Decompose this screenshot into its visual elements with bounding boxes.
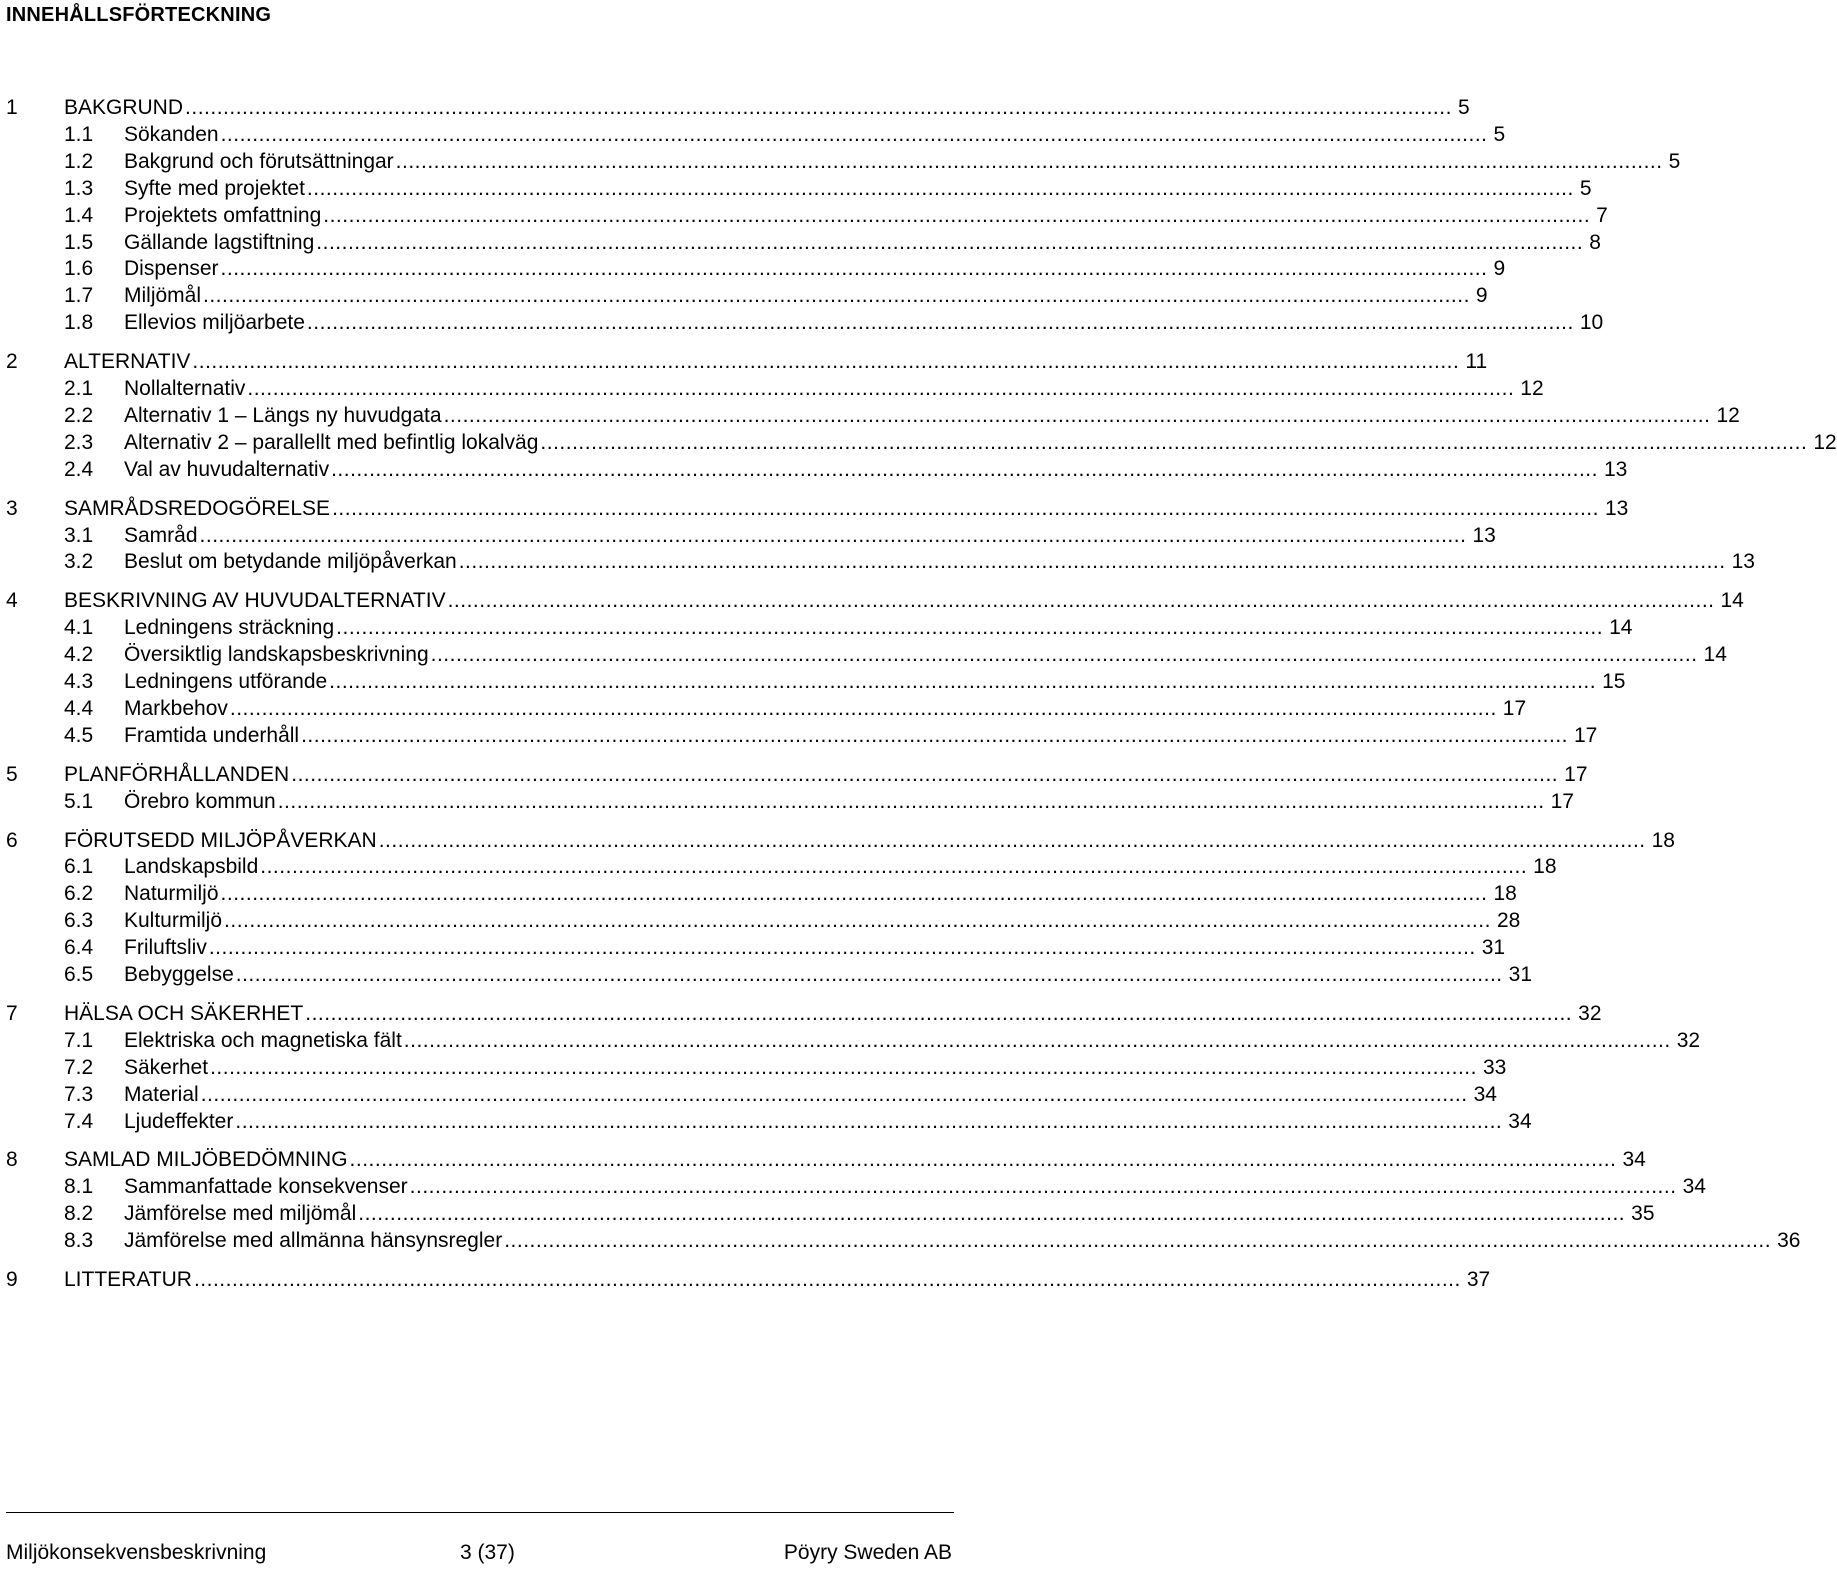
toc-entry-title: Bebyggelse	[124, 963, 234, 986]
toc-entry-title: Kulturmiljö	[124, 909, 223, 933]
toc-subsection-entry	[0, 881, 1517, 907]
toc-subsection-entry	[0, 176, 1592, 202]
toc-entry-number: 2.3	[64, 430, 94, 454]
toc-entry-title: Beslut om betydande miljöpåverkan	[124, 550, 457, 574]
toc-dot-leader: ........................................................................................................................................................................................................	[306, 311, 1574, 335]
toc-subsection-entry	[0, 1028, 1701, 1054]
toc-entry-title: Elektriska och magnetiska fält	[124, 1028, 402, 1052]
toc-entry-title: Nollalternativ	[124, 377, 246, 400]
toc-subsection-entry	[0, 149, 1681, 175]
toc-dot-leader: ........................................................................................................................................................................................................	[220, 882, 1488, 906]
toc-entry-title: Projektets omfattning	[124, 203, 322, 227]
toc-entry-page: 31	[1481, 936, 1506, 960]
toc-entry-page: 11	[1465, 350, 1488, 374]
toc-section-entry	[0, 1001, 1602, 1027]
toc-entry-title: Säkerhet	[124, 1055, 209, 1079]
toc-subsection-entry	[0, 1228, 1801, 1254]
toc-entry-number: 1.7	[64, 284, 94, 308]
toc-dot-leader: ........................................................................................................................................................................................................	[199, 523, 1467, 547]
toc-subsection-entry	[0, 696, 1527, 722]
toc-entry-title: PLANFÖRHÅLLANDEN	[64, 762, 290, 786]
toc-subsection-entry	[0, 283, 1488, 309]
toc-entry-title: BESKRIVNING AV HUVUDALTERNATIV	[64, 589, 446, 613]
toc-entry-page: 17	[1564, 762, 1588, 786]
toc-entry-page: 32	[1578, 1001, 1602, 1025]
toc-subsection-entry	[0, 430, 1837, 456]
toc-dot-leader: ........................................................................................................................................................................................................	[316, 230, 1584, 254]
toc-entry-title: Bakgrund och förutsättningar	[124, 149, 394, 173]
toc-dot-leader: ........................................................................................................................................................................................................	[331, 457, 1598, 481]
toc-dot-leader: ........................................................................................................................................................................................................	[430, 643, 1698, 667]
toc-entry-title: ALTERNATIV	[64, 350, 191, 374]
toc-entry-number: 1	[6, 96, 18, 119]
toc-entry-page: 34	[1473, 1082, 1497, 1106]
toc-dot-leader: ........................................................................................................................................................................................................	[203, 284, 1470, 308]
toc-dot-leader: ........................................................................................................................................................................................................	[220, 257, 1488, 281]
toc-entry-page: 5	[1668, 149, 1681, 173]
toc-entry-title: Jämförelse med allmänna hänsynsregler	[124, 1229, 503, 1253]
toc-entry-number: 3.2	[64, 550, 94, 574]
toc-dot-leader: ........................................................................................................................................................................................................	[193, 1268, 1461, 1291]
toc-entry-page: 9	[1475, 284, 1488, 308]
toc-subsection-entry	[0, 523, 1496, 549]
toc-entry-number: 1.2	[64, 149, 94, 173]
toc-dot-leader: ........................................................................................................................................................................................................	[247, 377, 1515, 400]
toc-subsection-entry	[0, 1055, 1507, 1081]
toc-entry-number: 3	[6, 496, 18, 520]
toc-section-entry	[0, 496, 1629, 522]
toc-dot-leader: ........................................................................................................................................................................................................	[301, 723, 1568, 747]
toc-entry-page: 28	[1496, 909, 1521, 933]
toc-dot-leader: ........................................................................................................................................................................................................	[443, 403, 1711, 427]
toc-entry-number: 6.3	[64, 909, 94, 933]
toc-subsection-entry	[0, 723, 1598, 749]
toc-entry-title: Översiktlig landskapsbeskrivning	[124, 643, 429, 667]
toc-dot-leader: ........................................................................................................................................................................................................	[378, 828, 1646, 852]
toc-entry-page: 31	[1508, 963, 1533, 986]
footer-rule	[6, 1512, 954, 1513]
toc-entry-number: 1.5	[64, 230, 94, 254]
toc-entry-page: 13	[1472, 523, 1496, 547]
toc-entry-number: 4.5	[64, 723, 94, 747]
toc-entry-number: 1.4	[64, 203, 94, 227]
toc-entry-page: 10	[1579, 311, 1604, 335]
toc-entry-title: Ljudeffekter	[124, 1109, 234, 1133]
toc-subsection-entry	[0, 310, 1604, 336]
toc-entry-number: 4	[6, 589, 18, 613]
toc-entry-page: 34	[1508, 1109, 1532, 1133]
toc-entry-title: Syfte med projektet	[124, 176, 305, 200]
toc-entry-page: 5	[1457, 96, 1470, 119]
toc-section-entry	[0, 1147, 1646, 1173]
toc-subsection-entry	[0, 376, 1544, 402]
toc-subsection-entry	[0, 549, 1755, 575]
toc-entry-number: 9	[6, 1268, 18, 1291]
toc-entry-title: Framtida underhåll	[124, 723, 300, 747]
toc-entry-title: LITTERATUR	[64, 1268, 192, 1291]
toc-entry-page: 12	[1716, 403, 1740, 427]
toc-entry-title: Sökanden	[124, 122, 219, 146]
toc-dot-leader: ........................................................................................................................................................................................................	[200, 1082, 1468, 1106]
toc-entry-page: 12	[1520, 377, 1544, 400]
toc-title: INNEHÅLLSFÖRTECKNING	[6, 4, 272, 26]
toc-entry-page: 33	[1482, 1055, 1507, 1079]
toc-subsection-entry	[0, 457, 1628, 483]
toc-entry-title: Landskapsbild	[124, 855, 259, 879]
toc-entry-page: 5	[1579, 176, 1592, 200]
toc-subsection-entry	[0, 1082, 1497, 1108]
toc-entry-number: 8	[6, 1148, 18, 1172]
toc-entry-page: 18	[1493, 882, 1517, 906]
toc-entry-number: 7.4	[64, 1109, 94, 1133]
footer-document-title: Miljökonsekvensbeskrivning	[6, 1541, 267, 1564]
toc-entry-number: 6.4	[64, 936, 94, 960]
toc-section-entry	[0, 588, 1744, 614]
toc-subsection-entry	[0, 230, 1601, 256]
toc-entry-page: 37	[1466, 1268, 1491, 1291]
toc-section-entry	[0, 762, 1588, 788]
toc-dot-leader: ........................................................................................................................................................................................................	[447, 589, 1715, 613]
toc-subsection-entry	[0, 1174, 1706, 1200]
toc-subsection-entry	[0, 908, 1521, 934]
toc-entry-number: 8.2	[64, 1202, 94, 1226]
toc-entry-number: 7.1	[64, 1028, 94, 1052]
toc-dot-leader: ........................................................................................................................................................................................................	[409, 1175, 1677, 1199]
toc-subsection-entry	[0, 403, 1740, 429]
toc-entry-page: 18	[1533, 855, 1557, 879]
toc-dot-leader: ........................................................................................................................................................................................................	[208, 936, 1476, 960]
toc-entry-page: 14	[1703, 643, 1727, 667]
toc-subsection-entry	[0, 789, 1574, 815]
toc-entry-page: 7	[1596, 203, 1608, 227]
toc-entry-title: Friluftsliv	[124, 936, 207, 960]
toc-entry-number: 8.3	[64, 1229, 94, 1253]
toc-entry-number: 1.3	[64, 176, 94, 200]
toc-dot-leader: ........................................................................................................................................................................................................	[235, 963, 1503, 986]
toc-entry-page: 17	[1502, 696, 1527, 720]
toc-entry-page: 14	[1609, 616, 1633, 640]
toc-entry-number: 4.3	[64, 670, 94, 693]
toc-entry-number: 1.6	[64, 257, 94, 281]
toc-entry-number: 4.4	[64, 696, 94, 720]
toc-dot-leader: ........................................................................................................................................................................................................	[332, 496, 1599, 520]
toc-entry-title: Naturmiljö	[124, 882, 219, 906]
toc-entry-page: 17	[1574, 723, 1598, 747]
toc-entry-number: 1.8	[64, 311, 94, 335]
toc-entry-number: 2	[6, 350, 18, 374]
toc-entry-title: FÖRUTSEDD MILJÖPÅVERKAN	[64, 828, 377, 852]
toc-entry-page: 13	[1603, 457, 1628, 481]
toc-entry-number: 3.1	[64, 523, 94, 547]
toc-subsection-entry	[0, 256, 1506, 282]
toc-dot-leader: ........................................................................................................................................................................................................	[329, 670, 1597, 693]
toc-entry-title: SAMLAD MILJÖBEDÖMNING	[64, 1148, 348, 1172]
toc-entry-number: 5	[6, 762, 18, 786]
toc-dot-leader: ........................................................................................................................................................................................................	[291, 762, 1559, 786]
toc-subsection-entry	[0, 203, 1608, 229]
toc-dot-leader: ........................................................................................................................................................................................................	[540, 430, 1808, 454]
toc-entry-number: 6.5	[64, 963, 94, 986]
toc-entry-title: Val av huvudalternativ	[124, 457, 330, 481]
toc-entry-title: Samråd	[124, 523, 198, 547]
toc-entry-number: 7	[6, 1001, 18, 1025]
toc-entry-title: Ellevios miljöarbete	[124, 311, 305, 335]
toc-entry-title: Örebro kommun	[124, 789, 276, 813]
toc-dot-leader: ........................................................................................................................................................................................................	[336, 616, 1604, 640]
toc-dot-leader: ........................................................................................................................................................................................................	[358, 1202, 1626, 1226]
toc-entry-page: 18	[1651, 828, 1675, 852]
toc-subsection-entry	[0, 669, 1626, 695]
toc-entry-page: 14	[1720, 589, 1744, 613]
footer-company: Pöyry Sweden AB	[783, 1541, 952, 1564]
toc-dot-leader: ........................................................................................................................................................................................................	[504, 1229, 1772, 1253]
toc-entry-title: Sammanfattade konsekvenser	[124, 1175, 408, 1199]
toc-entry-title: Miljömål	[124, 284, 202, 308]
toc-entry-number: 6.1	[64, 855, 94, 879]
toc-entry-page: 34	[1622, 1148, 1646, 1172]
toc-entry-page: 17	[1550, 789, 1574, 813]
toc-dot-leader: ........................................................................................................................................................................................................	[323, 203, 1591, 227]
toc-entry-number: 8.1	[64, 1175, 94, 1199]
toc-dot-leader: ........................................................................................................................................................................................................	[277, 789, 1545, 813]
toc-subsection-entry	[0, 642, 1727, 668]
toc-entry-page: 34	[1682, 1175, 1706, 1199]
footer-page-number: 3 (37)	[460, 1541, 515, 1564]
toc-entry-page: 8	[1589, 230, 1601, 254]
toc-section-entry	[0, 349, 1488, 375]
toc-entry-number: 7.3	[64, 1082, 94, 1106]
toc-entry-title: Ledningens utförande	[124, 670, 328, 693]
toc-entry-title: Alternativ 1 – Längs ny huvudgata	[124, 403, 442, 427]
toc-dot-leader: ........................................................................................................................................................................................................	[229, 696, 1497, 720]
toc-subsection-entry	[0, 935, 1506, 961]
toc-entry-title: Markbehov	[124, 696, 228, 720]
toc-entry-page: 13	[1731, 550, 1755, 574]
toc-section-entry	[0, 828, 1675, 854]
toc-entry-number: 6.2	[64, 882, 94, 906]
toc-entry-number: 2.1	[64, 377, 94, 400]
toc-entry-page: 35	[1631, 1202, 1655, 1226]
toc-entry-number: 4.1	[64, 616, 94, 640]
toc-entry-page: 9	[1493, 257, 1506, 281]
toc-dot-leader: ........................................................................................................................................................................................................	[306, 176, 1574, 200]
toc-entry-title: HÄLSA OCH SÄKERHET	[64, 1001, 304, 1025]
toc-subsection-entry	[0, 854, 1557, 880]
toc-dot-leader: ........................................................................................................................................................................................................	[224, 909, 1491, 933]
toc-entry-number: 1.1	[64, 122, 94, 146]
toc-entry-title: Dispenser	[124, 257, 219, 281]
toc-dot-leader: ........................................................................................................................................................................................................	[192, 350, 1460, 374]
toc-entry-number: 7.2	[64, 1055, 94, 1079]
toc-subsection-entry	[0, 615, 1633, 641]
toc-subsection-entry	[0, 122, 1506, 148]
toc-dot-leader: ........................................................................................................................................................................................................	[185, 96, 1452, 119]
toc-dot-leader: ........................................................................................................................................................................................................	[349, 1148, 1617, 1172]
toc-subsection-entry	[0, 1201, 1655, 1227]
toc-entry-number: 2.2	[64, 403, 94, 427]
toc-dot-leader: ........................................................................................................................................................................................................	[395, 149, 1663, 173]
toc-dot-leader: ........................................................................................................................................................................................................	[235, 1109, 1503, 1133]
toc-entry-number: 4.2	[64, 643, 94, 667]
toc-dot-leader: ........................................................................................................................................................................................................	[305, 1001, 1573, 1025]
toc-entry-page: 36	[1777, 1229, 1801, 1253]
toc-entry-title: Ledningens sträckning	[124, 616, 335, 640]
toc-entry-number: 2.4	[64, 457, 94, 481]
toc-entry-page: 32	[1676, 1028, 1701, 1052]
toc-entry-title: Jämförelse med miljömål	[124, 1202, 357, 1226]
toc-entry-title: BAKGRUND	[64, 96, 184, 119]
toc-entry-number: 5.1	[64, 789, 94, 813]
toc-entry-page: 15	[1602, 670, 1626, 693]
toc-entry-title: Gällande lagstiftning	[124, 230, 315, 254]
toc-subsection-entry	[0, 962, 1533, 988]
toc-dot-leader: ........................................................................................................................................................................................................	[458, 550, 1726, 574]
toc-entry-title: Alternativ 2 – parallellt med befintlig lokalväg	[124, 430, 539, 454]
toc-entry-title: SAMRÅDSREDOGÖRELSE	[64, 496, 331, 520]
toc-subsection-entry	[0, 1109, 1532, 1135]
toc-entry-number: 6	[6, 828, 18, 852]
toc-entry-page: 5	[1493, 122, 1506, 146]
toc-section-entry	[0, 95, 1470, 121]
toc-entry-page: 12	[1813, 430, 1837, 454]
toc-section-entry	[0, 1267, 1491, 1293]
toc-dot-leader: ........................................................................................................................................................................................................	[403, 1028, 1671, 1052]
toc-dot-leader: ........................................................................................................................................................................................................	[210, 1055, 1477, 1079]
toc-dot-leader: ........................................................................................................................................................................................................	[260, 855, 1528, 879]
toc-dot-leader: ........................................................................................................................................................................................................	[220, 122, 1488, 146]
toc-entry-title: Material	[124, 1082, 199, 1106]
toc-entry-page: 13	[1604, 496, 1629, 520]
